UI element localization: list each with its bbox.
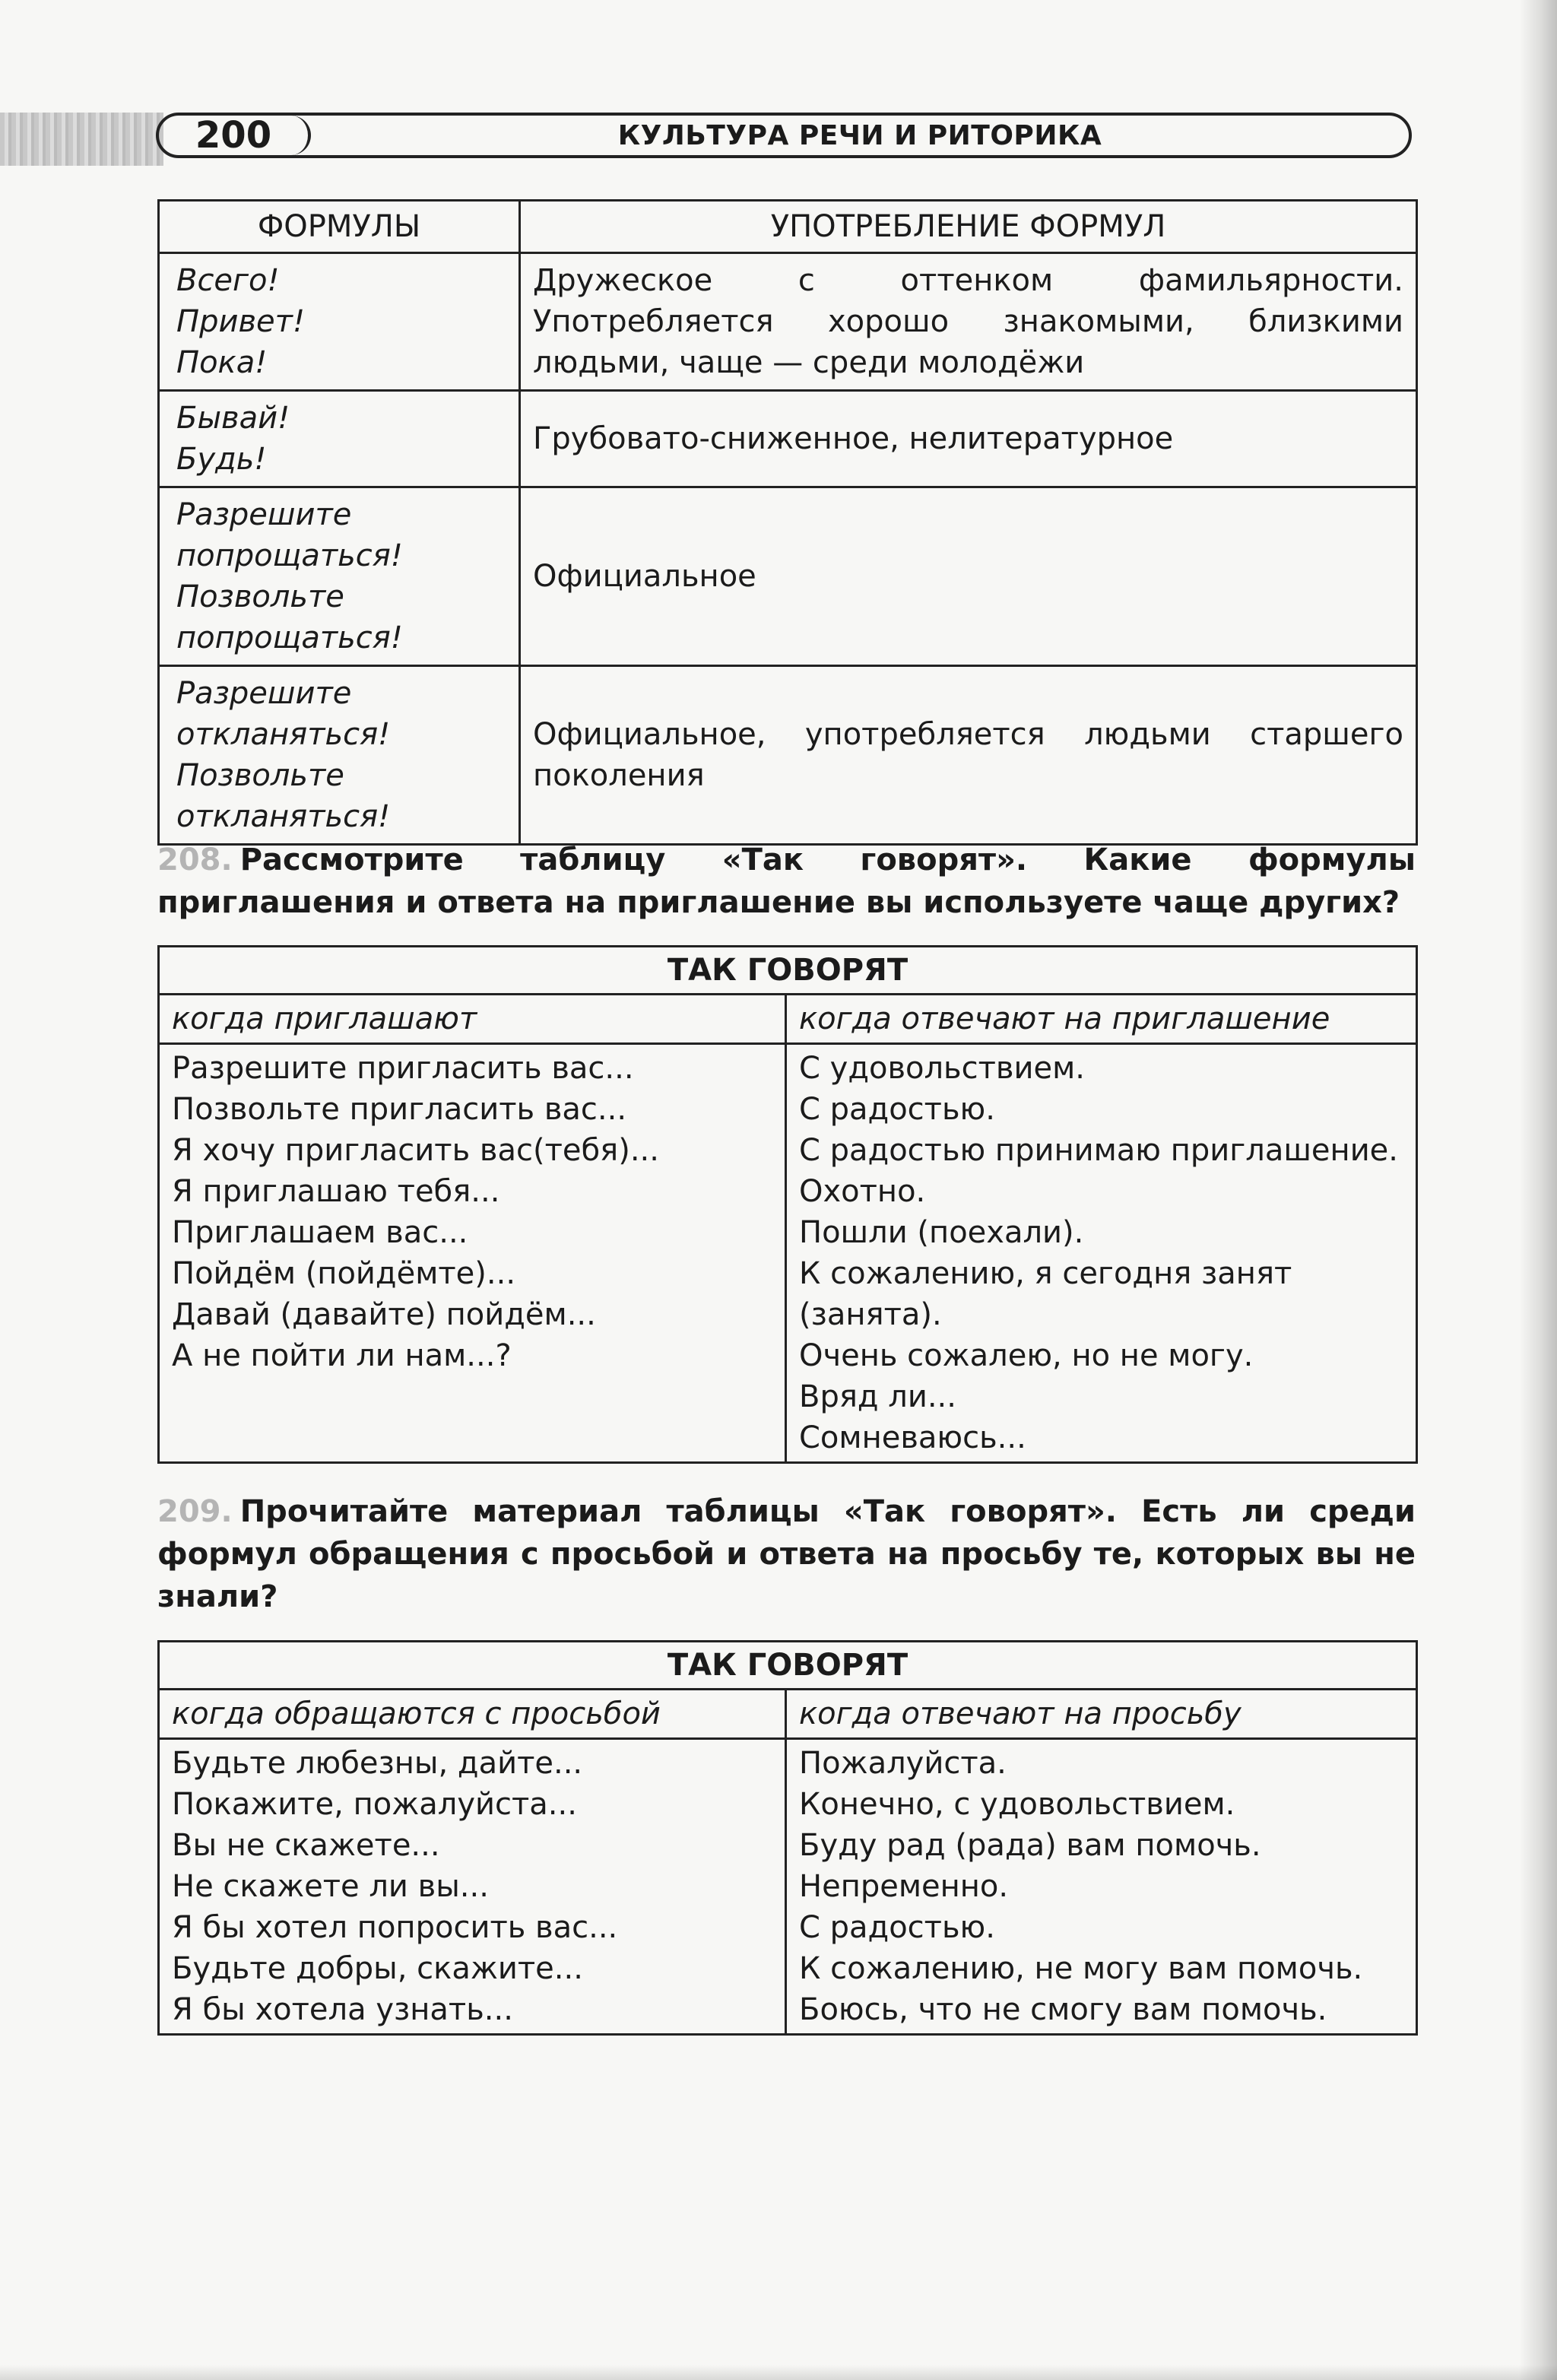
formula: Позвольте xyxy=(176,579,344,614)
formula: Разрешите xyxy=(176,497,352,532)
table-row xyxy=(159,1044,1417,1463)
list-item: Не скажете ли вы... xyxy=(172,1869,489,1904)
table-title: ТАК ГОВОРЯТ xyxy=(159,1642,1417,1690)
book-title: КУЛЬТУРА РЕЧИ И РИТОРИКА xyxy=(617,119,1102,151)
formula: Привет! xyxy=(176,304,305,339)
list-item: Будьте добры, скажите... xyxy=(172,1951,583,1986)
formula: Пока! xyxy=(176,345,268,380)
column-header-inviting: когда приглашают xyxy=(159,995,786,1044)
responding-phrases xyxy=(786,1739,1417,2035)
exercise-text: Прочитайте материал таблицы «Так говорят». Есть ли среди формул обращения с просьбой и ответа на просьбу те, которых вы не знали? xyxy=(157,1494,1416,1614)
formula: Будь! xyxy=(176,442,267,477)
exercise-number: 208. xyxy=(157,843,233,877)
list-item: Будьте любезны, дайте... xyxy=(172,1746,583,1781)
formulas-cell xyxy=(159,487,520,666)
answering-phrases xyxy=(786,1044,1417,1463)
table-subheader-row xyxy=(159,995,1417,1044)
list-item: Непременно. xyxy=(799,1869,1009,1904)
formula: попрощаться! xyxy=(176,620,403,655)
table-row xyxy=(159,391,1417,487)
list-item: Пошли (поехали). xyxy=(799,1215,1084,1250)
list-item: Я приглашаю тебя... xyxy=(172,1174,500,1209)
list-item: Боюсь, что не смогу вам помочь. xyxy=(799,1992,1327,2027)
exercise-number: 209. xyxy=(157,1494,233,1529)
table-row xyxy=(159,487,1417,666)
table-header-row xyxy=(159,201,1417,253)
column-header-responding: когда отвечают на просьбу xyxy=(786,1690,1417,1739)
list-item: Буду рад (рада) вам помочь. xyxy=(799,1828,1261,1863)
list-item: Пойдём (пойдёмте)... xyxy=(172,1256,516,1291)
formula: попрощаться! xyxy=(176,538,403,573)
request-formulas-table xyxy=(157,1640,1418,2036)
formula: Всего! xyxy=(176,263,280,298)
column-header-formulas: ФОРМУЛЫ xyxy=(159,201,520,253)
usage-cell: Дружеское с оттенком фамильярности. Употребляется хорошо знакомыми, близкими людьми, чаще — среди молодёжи xyxy=(520,253,1417,391)
formula: Позвольте xyxy=(176,758,344,793)
list-item: С радостью принимаю приглашение. xyxy=(799,1133,1399,1168)
formula: Разрешите xyxy=(176,676,352,711)
table-title: ТАК ГОВОРЯТ xyxy=(159,947,1417,995)
requesting-phrases xyxy=(159,1739,786,2035)
farewell-formulas-table xyxy=(157,199,1418,846)
list-item: Я бы хотел попросить вас... xyxy=(172,1910,618,1945)
list-item: Позвольте пригласить вас... xyxy=(172,1092,627,1127)
list-item: Давай (давайте) пойдём... xyxy=(172,1297,596,1332)
exercise-208 xyxy=(157,839,1416,924)
table-title-row xyxy=(159,1642,1417,1690)
list-item: К сожалению, не могу вам помочь. xyxy=(799,1951,1363,1986)
column-header-usage: УПОТРЕБЛЕНИЕ ФОРМУЛ xyxy=(520,201,1417,253)
list-item: Конечно, с удовольствием. xyxy=(799,1787,1235,1822)
list-item: Пожалуйста. xyxy=(799,1746,1007,1781)
running-header xyxy=(156,113,1412,158)
list-item: Очень сожалею, но не могу. xyxy=(799,1338,1254,1373)
formula: откланяться! xyxy=(176,799,391,834)
formulas-cell xyxy=(159,253,520,391)
inviting-phrases xyxy=(159,1044,786,1463)
list-item: Приглашаем вас... xyxy=(172,1215,468,1250)
list-item: А не пойти ли нам...? xyxy=(172,1338,512,1373)
table-row xyxy=(159,666,1417,845)
table-row xyxy=(159,253,1417,391)
column-header-requesting: когда обращаются с просьбой xyxy=(159,1690,786,1739)
list-item: Сомневаюсь... xyxy=(799,1420,1026,1455)
formulas-cell xyxy=(159,666,520,845)
list-item: Я хочу пригласить вас(тебя)... xyxy=(172,1133,659,1168)
table-subheader-row xyxy=(159,1690,1417,1739)
formulas-cell xyxy=(159,391,520,487)
exercise-209 xyxy=(157,1490,1416,1618)
page-fold-shadow xyxy=(1519,0,1557,2380)
list-item: Вы не скажете... xyxy=(172,1828,440,1863)
usage-cell: Грубовато-сниженное, нелитературное xyxy=(520,391,1417,487)
list-item: К сожалению, я сегодня занят (занята). xyxy=(799,1256,1292,1332)
list-item: Охотно. xyxy=(799,1174,926,1209)
invitation-formulas-table xyxy=(157,945,1418,1464)
list-item: Я бы хотела узнать... xyxy=(172,1992,513,2027)
exercise-text: Рассмотрите таблицу «Так говорят». Какие формулы приглашения и ответа на приглашение вы используете чаще других? xyxy=(157,843,1416,920)
usage-cell: Официальное xyxy=(520,487,1417,666)
table-row xyxy=(159,1739,1417,2035)
page-number: 200 xyxy=(159,116,311,155)
column-header-answering: когда отвечают на приглашение xyxy=(786,995,1417,1044)
list-item: С радостью. xyxy=(799,1092,995,1127)
list-item: С радостью. xyxy=(799,1910,995,1945)
list-item: Покажите, пожалуйста... xyxy=(172,1787,577,1822)
formula: Бывай! xyxy=(176,401,290,436)
usage-cell: Официальное, употребляется людьми старшего поколения xyxy=(520,666,1417,845)
page-bottom-shadow xyxy=(0,2365,1557,2380)
list-item: С удовольствием. xyxy=(799,1051,1085,1086)
scan-edge-artifact xyxy=(0,113,163,166)
list-item: Вряд ли... xyxy=(799,1379,956,1414)
table-title-row xyxy=(159,947,1417,995)
list-item: Разрешите пригласить вас... xyxy=(172,1051,634,1086)
formula: откланяться! xyxy=(176,717,391,752)
